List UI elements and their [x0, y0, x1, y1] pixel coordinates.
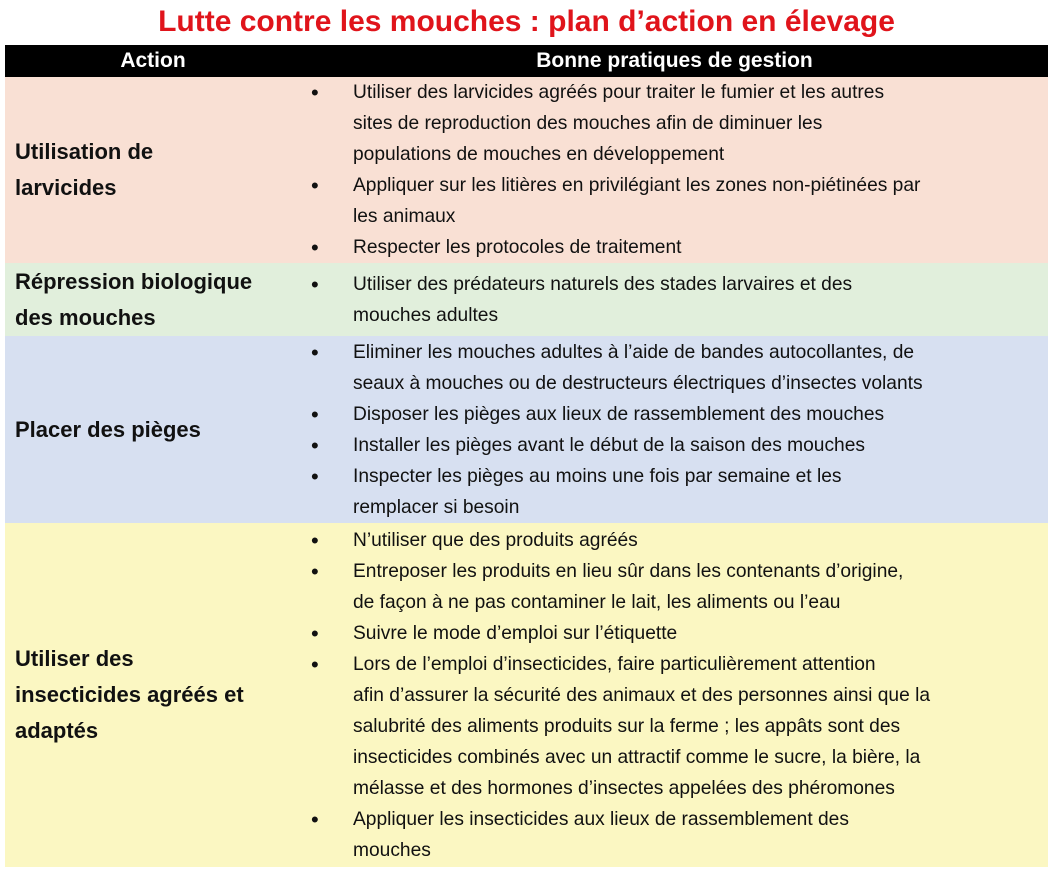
- practice-item: • Lors de l’emploi d’insecticides, faire particulièrement attention afin d’assurer la sécurité des animaux et des personnes ainsi que la salubrité des aliments produits sur la ferme ; les appâts sont des insecticides combinés avec un attractif comme le sucre, la bière, la mélasse et des hormones d’insectes appelées des phéromones: [301, 649, 1048, 804]
- practice-item: • Suivre le mode d’emploi sur l’étiquette: [301, 618, 1048, 649]
- practice-item: • Entreposer les produits en lieu sûr dans les contenants d’origine, de façon à ne pas contaminer le lait, les aliments ou l’eau: [301, 556, 1048, 618]
- practices-list: [301, 77, 1048, 263]
- table-row-traps: [5, 336, 1048, 523]
- practice-item: • Utiliser des prédateurs naturels des stades larvaires et des mouches adultes: [301, 269, 1048, 331]
- practice-item: • Respecter les protocoles de traitement: [301, 232, 1048, 263]
- practices-list: [301, 523, 1048, 867]
- practice-item: • Installer les pièges avant le début de la saison des mouches: [301, 430, 1048, 461]
- table-row-insecticides: [5, 523, 1048, 867]
- row-action-label: Utiliser des insecticides agréés et adaptés: [15, 646, 244, 743]
- practice-item: • Disposer les pièges aux lieux de rassemblement des mouches: [301, 399, 1048, 430]
- page-title: Lutte contre les mouches : plan d’action en élevage: [158, 5, 895, 38]
- practice-item: • Appliquer sur les litières en privilégiant les zones non-piétinées par les animaux: [301, 170, 1048, 232]
- table-row-biological: [5, 263, 1048, 336]
- practice-item: • Eliminer les mouches adultes à l’aide de bandes autocollantes, de seaux à mouches ou de destructeurs électriques d’insectes volants: [301, 337, 1048, 399]
- practice-item: • Inspecter les pièges au moins une fois par semaine et les remplacer si besoin: [301, 461, 1048, 523]
- practices-list: [301, 336, 1048, 523]
- action-plan-table: [5, 45, 1048, 867]
- row-action-label: Placer des pièges: [15, 416, 201, 442]
- table-header: [5, 45, 1048, 77]
- practice-item: • Appliquer les insecticides aux lieux de rassemblement des mouches: [301, 804, 1048, 866]
- row-action-label: Répression biologique des mouches: [15, 268, 253, 330]
- practice-item: • Utiliser des larvicides agréés pour traiter le fumier et les autres sites de reproduction des mouches afin de diminuer les populations de mouches en développement: [301, 77, 1048, 170]
- practice-item: • N’utiliser que des produits agréés: [301, 525, 1048, 556]
- practices-list: [301, 263, 1048, 336]
- column-header-action: Action: [120, 49, 186, 72]
- row-action-label: Utilisation de larvicides: [15, 139, 154, 200]
- table-row-larvicides: [5, 77, 1048, 263]
- column-header-practices: Bonne pratiques de gestion: [536, 49, 813, 72]
